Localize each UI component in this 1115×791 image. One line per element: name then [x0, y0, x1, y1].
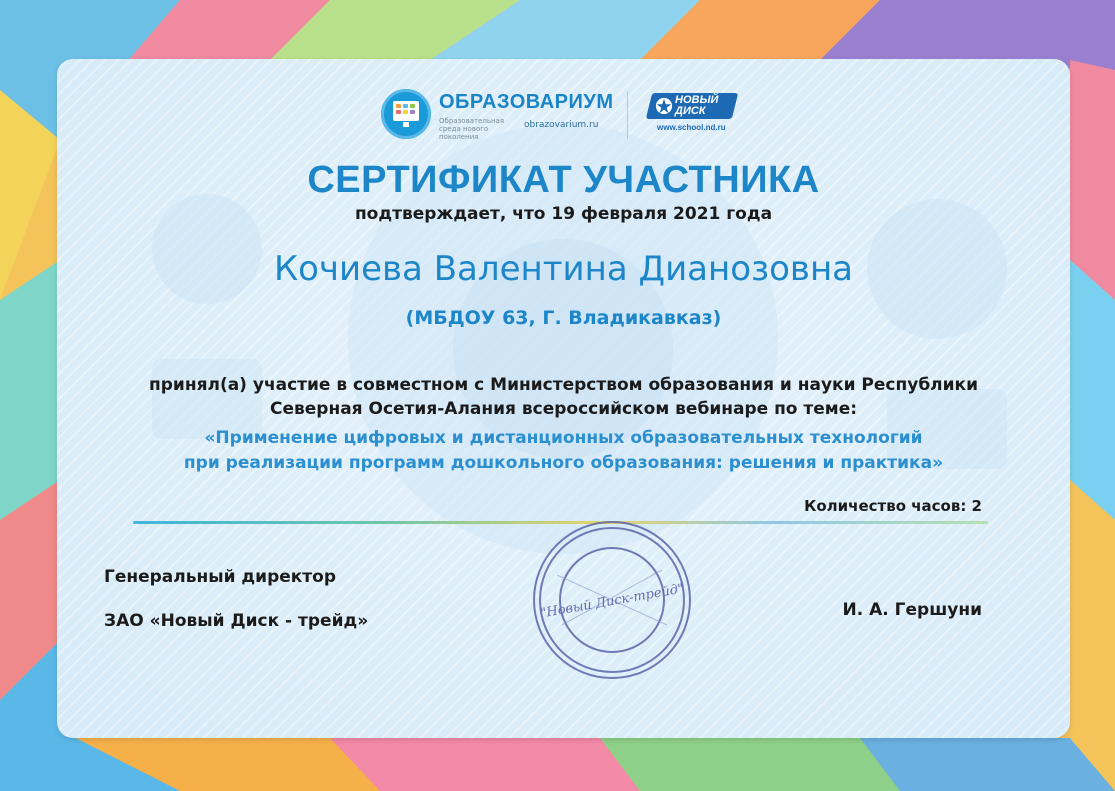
- certificate-card: [57, 59, 1070, 738]
- novy-disk-name: [675, 95, 718, 117]
- hours-count: Количество часов: 2: [804, 497, 982, 515]
- obrazovarium-emblem-icon: [381, 89, 431, 139]
- participation-line-2: Северная Осетия-Алания всероссийском вебинаре по теме:: [269, 399, 858, 419]
- participation-text: [97, 373, 1030, 421]
- signatory-name: И. А. Гершуни: [842, 600, 982, 620]
- participant-organization: (МБДОУ 63, Г. Владикавказ): [405, 307, 722, 329]
- signatory-position: Генеральный директор: [104, 567, 337, 587]
- signatory-company: ЗАО «Новый Диск - трейд»: [104, 611, 369, 631]
- confirmation-date: подтверждает, что 19 февраля 2021 года: [354, 204, 773, 224]
- obrazovarium-site: obrazovarium.ru: [524, 120, 599, 130]
- novy-disk-name-line1: НОВЫЙ: [675, 94, 719, 106]
- obrazovarium-logo: [381, 87, 614, 143]
- certificate-title: СЕРТИФИКАТ УЧАСТНИКА: [307, 159, 820, 201]
- webinar-topic-line-1: «Применение цифровых и дистанционных образовательных технологий: [204, 428, 923, 448]
- novy-disk-site: www.school.nd.ru: [657, 123, 726, 132]
- obrazovarium-subtitle: Образовательная среда нового поколения: [439, 117, 505, 141]
- webinar-topic-line-2: при реализации программ дошкольного образования: решения и практика»: [183, 453, 944, 473]
- seal-center-text: "Новый Диск-трейд": [539, 581, 686, 622]
- logos-row: [57, 87, 1070, 143]
- logo-divider: [627, 91, 628, 139]
- novy-disk-logo: [649, 93, 739, 139]
- novy-disk-star-icon: [655, 97, 673, 115]
- novy-disk-name-line2: ДИСК: [675, 105, 706, 117]
- webinar-topic: [97, 426, 1030, 476]
- company-seal: [527, 515, 697, 685]
- obrazovarium-name: ОБРАЗОВАРИУМ: [439, 91, 614, 113]
- participant-name: Кочиева Валентина Дианозовна: [273, 249, 854, 289]
- participation-line-1: принял(а) участие в совместном с Министерством образования и науки Республики: [149, 375, 978, 395]
